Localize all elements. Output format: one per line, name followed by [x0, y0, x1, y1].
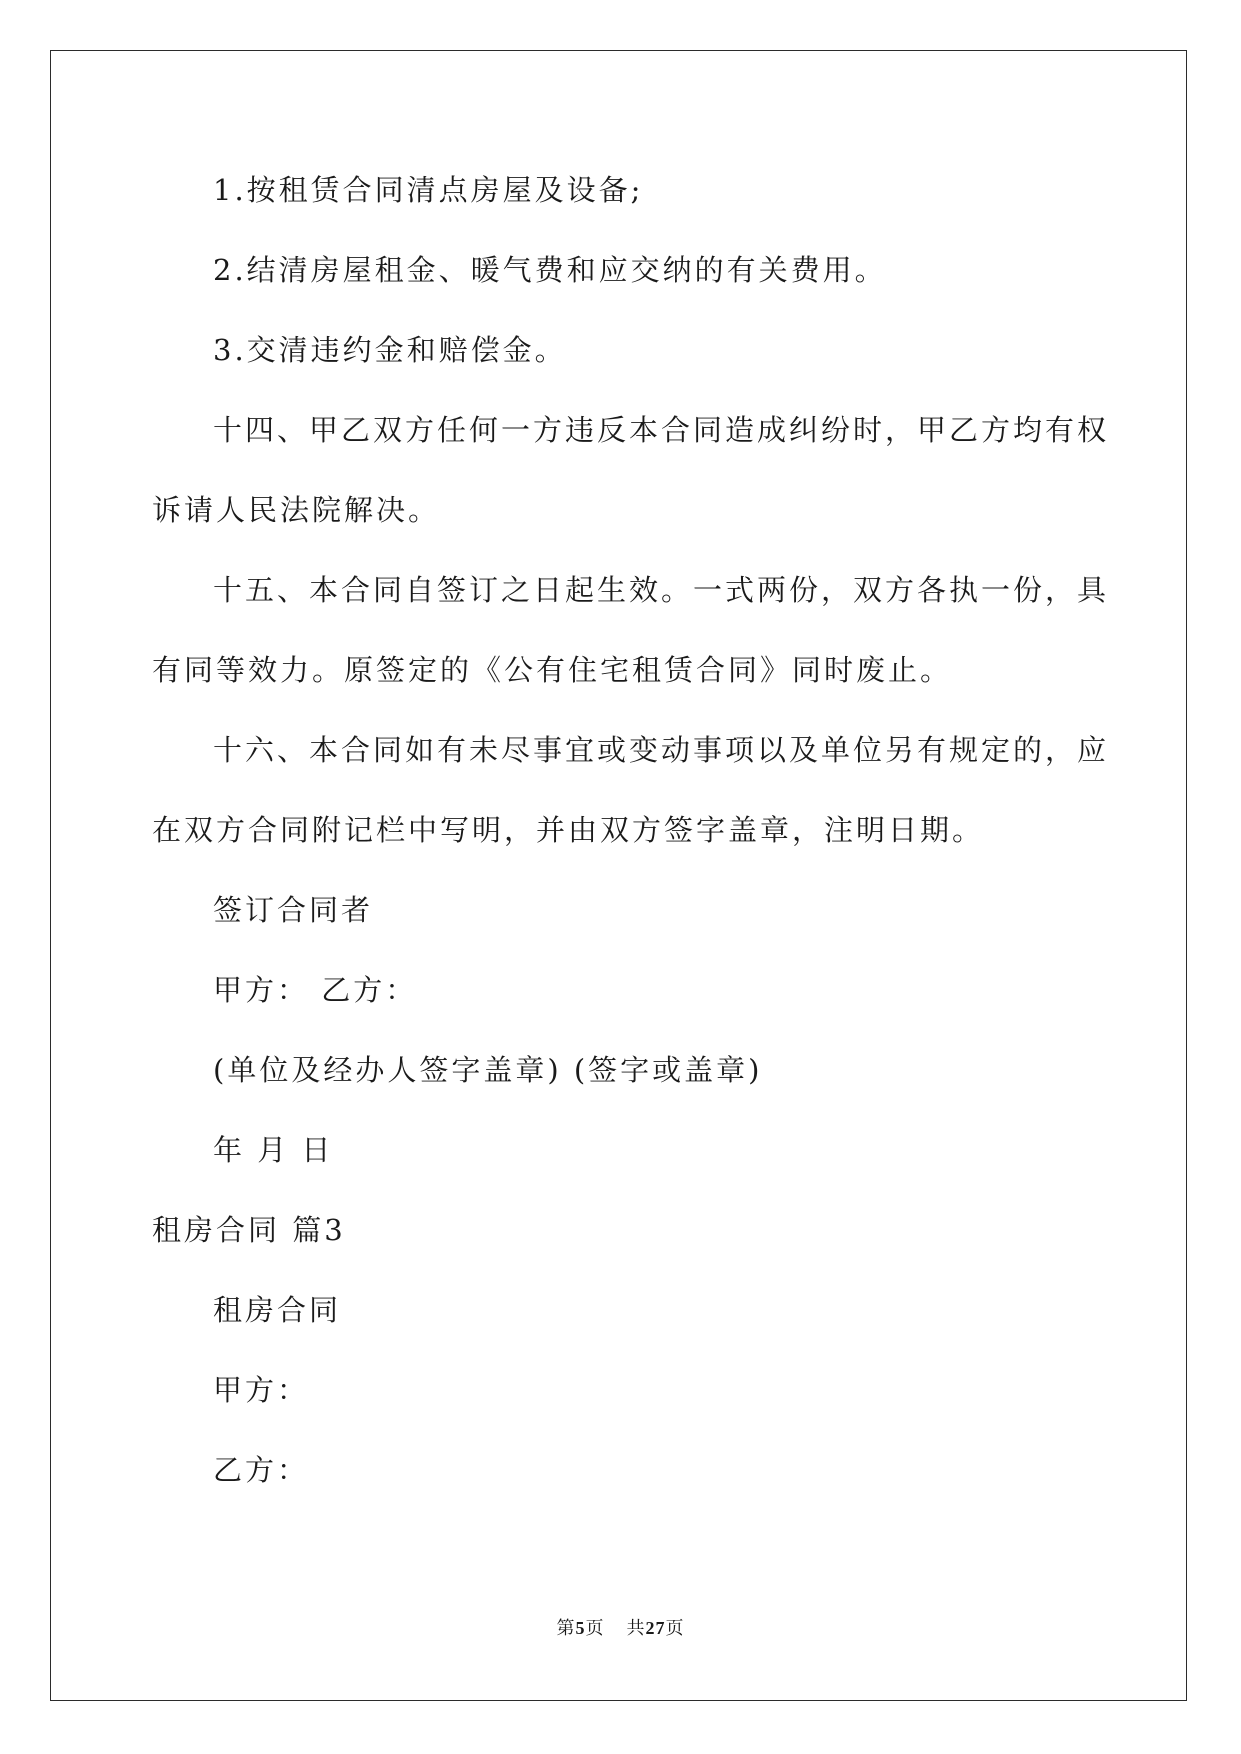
footer-total-prefix: 共 — [626, 1618, 646, 1639]
party-labels: 甲方： 乙方： — [213, 973, 418, 1007]
section-heading: 租房合同 篇3 — [152, 1213, 346, 1247]
clause-14-line-2: 诉请人民法院解决。 — [152, 493, 441, 527]
clause-16-line-1: 十六、本合同如有未尽事宜或变动事项以及单位另有规定的，应 — [213, 733, 1110, 767]
party-a-label: 甲方： — [213, 1373, 310, 1407]
clause-14-line-1: 十四、甲乙双方任何一方违反本合同造成纠纷时，甲乙方均有权 — [213, 413, 1110, 447]
page-footer — [0, 1616, 1241, 1641]
party-b-label: 乙方： — [213, 1453, 310, 1487]
footer-page-current: 5 — [575, 1618, 586, 1638]
signature-note: (单位及经办人签字盖章) (签字或盖章) — [213, 1053, 763, 1087]
clause-item-2: 2.结清房屋租金、暖气费和应交纳的有关费用。 — [213, 253, 887, 287]
footer-total-suffix: 页 — [665, 1618, 685, 1639]
contract-title: 租房合同 — [213, 1293, 342, 1327]
clause-16-line-2: 在双方合同附记栏中写明，并由双方签字盖章，注明日期。 — [152, 813, 985, 847]
signatories-heading: 签订合同者 — [213, 893, 374, 927]
footer-page-total: 27 — [645, 1618, 666, 1638]
date-line: 年 月 日 — [213, 1133, 334, 1167]
clause-item-3: 3.交清违约金和赔偿金。 — [213, 333, 567, 367]
clause-15-line-2: 有同等效力。原签定的《公有住宅租赁合同》同时废止。 — [152, 653, 953, 687]
footer-page-prefix: 第 — [556, 1618, 576, 1639]
footer-page-mid: 页 — [585, 1618, 605, 1639]
clause-item-1: 1.按租赁合同清点房屋及设备; — [213, 173, 644, 207]
clause-15-line-1: 十五、本合同自签订之日起生效。一式两份，双方各执一份，具 — [213, 573, 1110, 607]
